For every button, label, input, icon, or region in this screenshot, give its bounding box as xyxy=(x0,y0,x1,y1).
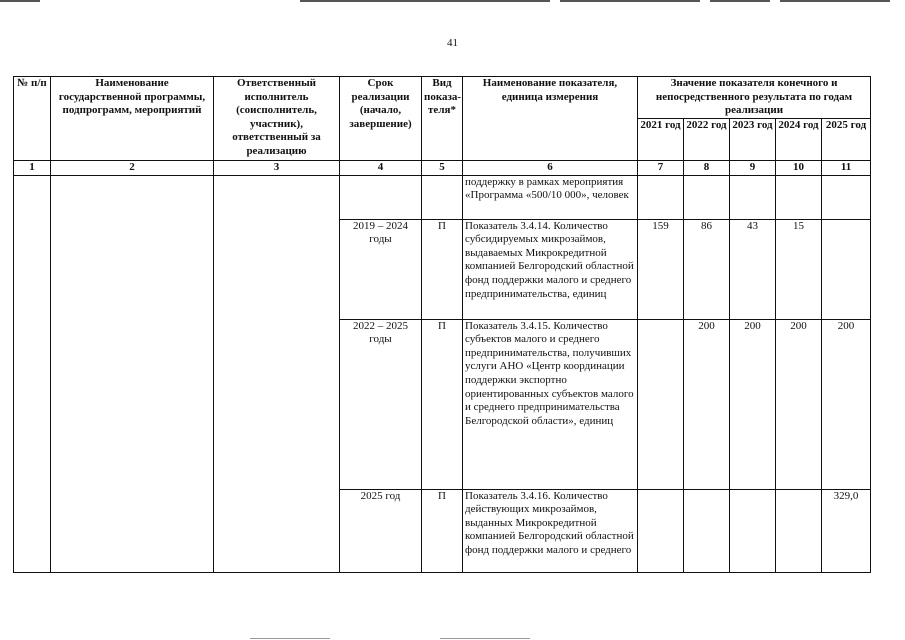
indicator-name-cell: Показатель 3.4.15. Количество субъектов малого и среднего предпринимательства, получивших услуги АНО «Центр координации поддержки экспортно ориентированных субъектов малого и среднего предпринимательства Белгородской области», единиц xyxy=(463,319,638,489)
header-year: 2021 год xyxy=(638,119,684,161)
header-year: 2024 год xyxy=(776,119,822,161)
value-2024: 15 xyxy=(776,219,822,319)
indicator-name-cell: Показатель 3.4.14. Количество субсидируемых микрозаймов, выдаваемых Микрокредитной компанией Белгородский областной фонд поддержки малого и среднего предпринимательства, единиц xyxy=(463,219,638,319)
responsible-cell xyxy=(214,175,340,572)
column-number: 3 xyxy=(214,161,340,176)
header-program-name: Наименование государственной программы, подпрограмм, мероприятий xyxy=(51,77,214,161)
period-cell: 2022 – 2025 годы xyxy=(340,319,422,489)
header-period: Срок реализации (начало, завершение) xyxy=(340,77,422,161)
value-2025 xyxy=(822,175,871,219)
value-2023 xyxy=(730,489,776,572)
column-number: 5 xyxy=(422,161,463,176)
column-number: 10 xyxy=(776,161,822,176)
header-row xyxy=(14,77,871,119)
header-indicator-name: Наименование показателя, единица измерения xyxy=(463,77,638,161)
column-number: 9 xyxy=(730,161,776,176)
indicator-type-cell: П xyxy=(422,219,463,319)
header-responsible: Ответственный исполнитель (соисполнитель, участник), ответственный за реализацию xyxy=(214,77,340,161)
value-2025: 200 xyxy=(822,319,871,489)
value-2024: 200 xyxy=(776,319,822,489)
indicator-name-cell: поддержку в рамках мероприятия «Программа «500/10 000», человек xyxy=(463,175,638,219)
indicator-table xyxy=(13,76,871,573)
value-2022 xyxy=(684,489,730,572)
scan-top-edge xyxy=(0,0,905,3)
header-year: 2023 год xyxy=(730,119,776,161)
value-2022 xyxy=(684,175,730,219)
value-2021 xyxy=(638,489,684,572)
program-name-cell xyxy=(51,175,214,572)
value-2022: 86 xyxy=(684,219,730,319)
header-number: № п/п xyxy=(14,77,51,161)
column-number: 6 xyxy=(463,161,638,176)
period-cell: 2025 год xyxy=(340,489,422,572)
value-2021: 159 xyxy=(638,219,684,319)
indicator-name-cell: Показатель 3.4.16. Количество действующих микрозаймов, выданных Микрокредитной компанией Белгородский областной фонд поддержки малого и среднего xyxy=(463,489,638,572)
page-number: 41 xyxy=(447,37,458,49)
header-year: 2022 год xyxy=(684,119,730,161)
column-number: 2 xyxy=(51,161,214,176)
period-cell xyxy=(340,175,422,219)
table-row xyxy=(14,175,871,219)
value-2025: 329,0 xyxy=(822,489,871,572)
indicator-type-cell xyxy=(422,175,463,219)
indicator-type-cell: П xyxy=(422,489,463,572)
header-year: 2025 год xyxy=(822,119,871,161)
period-cell: 2019 – 2024 годы xyxy=(340,219,422,319)
column-number: 8 xyxy=(684,161,730,176)
value-2023: 200 xyxy=(730,319,776,489)
value-2023: 43 xyxy=(730,219,776,319)
value-2023 xyxy=(730,175,776,219)
value-2024 xyxy=(776,489,822,572)
value-2022: 200 xyxy=(684,319,730,489)
column-number-row xyxy=(14,161,871,176)
row-number-cell xyxy=(14,175,51,572)
value-2025 xyxy=(822,219,871,319)
header-values-group: Значение показателя конечного и непосредственного результата по годам реализации xyxy=(638,77,871,119)
column-number: 1 xyxy=(14,161,51,176)
column-number: 11 xyxy=(822,161,871,176)
header-indicator-type: Вид показа-теля* xyxy=(422,77,463,161)
value-2021 xyxy=(638,319,684,489)
value-2021 xyxy=(638,175,684,219)
indicator-type-cell: П xyxy=(422,319,463,489)
column-number: 4 xyxy=(340,161,422,176)
column-number: 7 xyxy=(638,161,684,176)
value-2024 xyxy=(776,175,822,219)
